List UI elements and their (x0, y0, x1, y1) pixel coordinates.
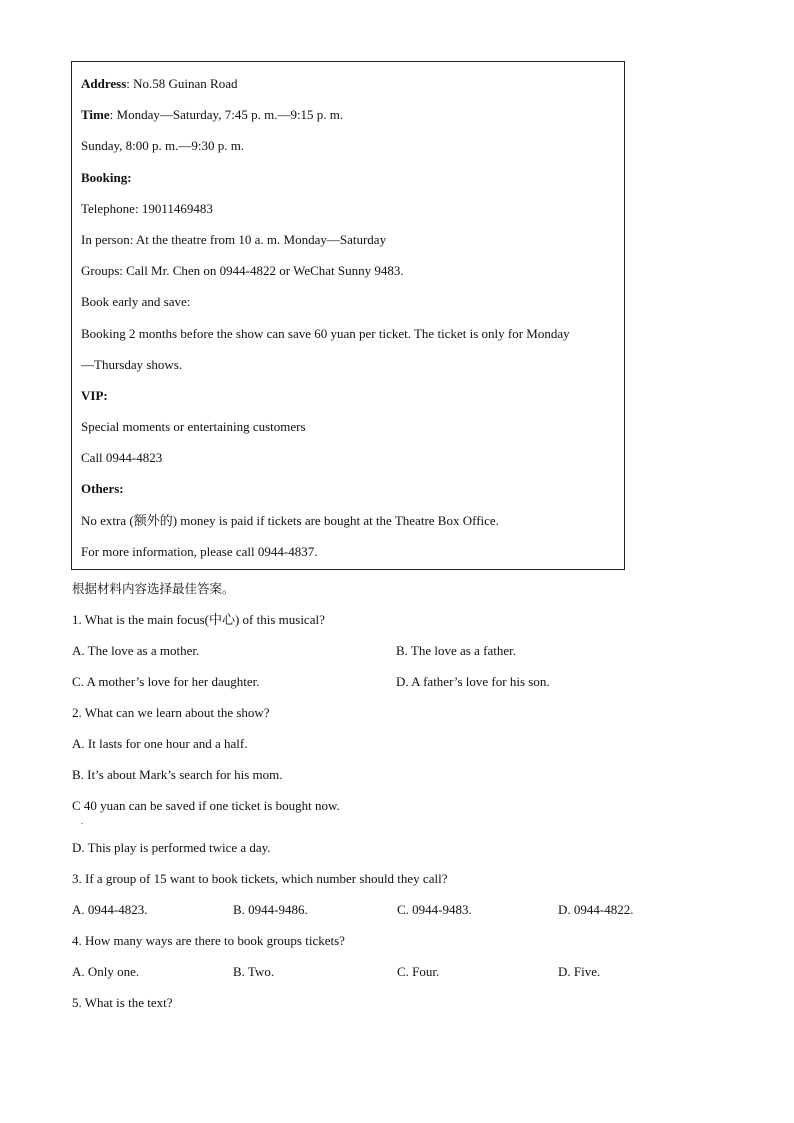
question-4-option-c[interactable]: C. Four. (397, 964, 440, 979)
question-1-options-row-2 (72, 666, 722, 697)
others-line-2: For more information, please call 0944-4837. (81, 543, 318, 559)
question-2: 2. What can we learn about the show? (72, 705, 270, 720)
question-section (72, 573, 722, 1018)
groups-line: Groups: Call Mr. Chen on 0944-4822 or WeChat Sunny 9483. (81, 263, 404, 279)
question-4-option-d[interactable]: D. Five. (558, 964, 601, 979)
sunday-time: Sunday, 8:00 p. m.—9:30 p. m. (81, 138, 245, 154)
booking-heading: Booking: (81, 169, 132, 185)
question-4-option-a[interactable]: A. Only one. (72, 964, 140, 979)
question-2-option-b[interactable]: B. It’s about Mark’s search for his mom. (72, 767, 283, 782)
address-line (81, 68, 614, 99)
time-value: : Monday—Saturday, 7:45 p. m.—9:15 p. m. (109, 107, 344, 123)
question-1-option-a[interactable]: A. The love as a mother. (72, 643, 200, 658)
question-1-options-row-1 (72, 635, 722, 666)
question-3-option-b[interactable]: B. 0944-9486. (233, 902, 308, 917)
booking-note-line-2: —Thursday shows. (81, 356, 183, 372)
question-2-option-a[interactable]: A. It lasts for one hour and a half. (72, 736, 248, 751)
address-value: : No.58 Guinan Road (126, 76, 238, 91)
question-1: 1. What is the main focus(中心) of this musical? (72, 612, 325, 627)
others-heading: Others: (81, 481, 124, 497)
question-1-option-d[interactable]: D. A father’s love for his son. (396, 674, 550, 689)
address-label: Address (81, 76, 127, 91)
others-line-1: No extra (额外的) money is paid if tickets are bought at the Theatre Box Office. (81, 512, 499, 528)
question-5: 5. What is the text? (72, 995, 173, 1010)
question-3-option-c[interactable]: C. 0944-9483. (397, 902, 472, 917)
question-4: 4. How many ways are there to book groups tickets? (72, 933, 345, 948)
book-early-line: Book early and save: (81, 294, 191, 310)
question-2-option-c-row (72, 790, 722, 832)
question-2-option-c[interactable]: C 40 yuan can be saved if one ticket is bought now. (72, 798, 340, 813)
question-3-option-a[interactable]: A. 0944-4823. (72, 902, 148, 917)
time-line (81, 99, 614, 130)
booking-note-line-1: Booking 2 months before the show can save 60 yuan per ticket. The ticket is only for Monday (81, 325, 570, 341)
time-label: Time (81, 107, 110, 123)
vip-call: Call 0944-4823 (81, 450, 163, 466)
question-3-options (72, 894, 722, 925)
telephone-line: Telephone: 19011469483 (81, 200, 213, 216)
question-4-option-b[interactable]: B. Two. (233, 964, 275, 979)
question-3: 3. If a group of 15 want to book tickets, which number should they call? (72, 871, 448, 886)
question-3-option-d[interactable]: D. 0944-4822. (558, 902, 634, 917)
theatre-info-box (71, 61, 625, 570)
in-person-line: In person: At the theatre from 10 a. m. Monday—Saturday (81, 231, 387, 247)
option-c-dot: . (81, 817, 83, 826)
vip-description: Special moments or entertaining customers (81, 419, 306, 435)
question-1-option-c[interactable]: C. A mother’s love for her daughter. (72, 674, 260, 689)
question-1-option-b[interactable]: B. The love as a father. (396, 643, 516, 658)
question-2-option-d[interactable]: D. This play is performed twice a day. (72, 840, 271, 855)
question-4-options (72, 956, 722, 987)
vip-heading: VIP: (81, 387, 108, 403)
instructions: 根据材料内容选择最佳答案。 (72, 581, 235, 596)
